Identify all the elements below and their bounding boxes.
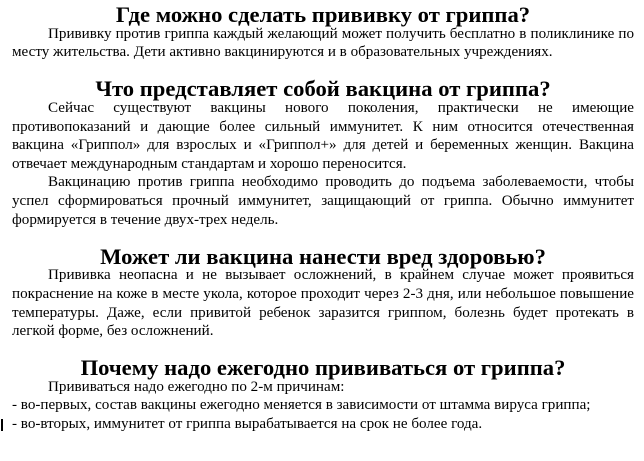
section-paragraph: Сейчас существуют вакцины нового поколения, практически не имеющие противопоказаний и дающие более сильный иммунитет. К ним относится отечественная вакцина «Гриппол» для взрослых и «Гриппол+» для детей и беременных женщин. Вакцина отвечает международным стандартам и хорошо переносится. [12, 99, 634, 172]
section-paragraph: Прививаться надо ежегодно по 2-м причинам: [48, 378, 345, 395]
section-paragraph: Прививку против гриппа каждый желающий может получить бесплатно в поликлинике по месту жительства. Дети активно вакцинируются и в образовательных учреждениях. [12, 25, 634, 61]
margin-marker [1, 419, 3, 431]
section-where-to-vaccinate [12, 2, 634, 62]
section-what-is-vaccine [12, 76, 634, 229]
section-can-vaccine-harm [12, 243, 634, 341]
section-heading: Может ли вакцина нанести вред здоровью? [100, 243, 546, 269]
section-heading: Что представляет собой вакцина от гриппа? [95, 76, 551, 102]
section-heading: Где можно сделать прививку от гриппа? [115, 2, 531, 27]
list-item: - во-вторых, иммунитет от гриппа вырабатывается на срок не более года. [12, 416, 483, 433]
section-heading: Почему надо ежегодно прививаться от гриппа? [80, 355, 566, 381]
section-why-yearly [12, 355, 634, 433]
document-page [12, 2, 634, 434]
section-paragraph: Прививка неопасна и не вызывает осложнений, в крайнем случае может проявиться покраснение на коже в месте укола, которое проходит через 2-3 дня, или небольшое повышение температуры. Даже, если привитой ребенок заразится гриппом, болезнь будет протекать в легкой форме, без осложнений. [12, 267, 634, 340]
section-paragraph: Вакцинацию против гриппа необходимо проводить до подъема заболеваемости, чтобы успел сформироваться прочный иммунитет, защищающий от гриппа. Обычно иммунитет формируется в течение двух-трех недель. [12, 174, 634, 228]
list-item: - во-первых, состав вакцины ежегодно меняется в зависимости от штамма вируса гриппа; [12, 397, 591, 414]
